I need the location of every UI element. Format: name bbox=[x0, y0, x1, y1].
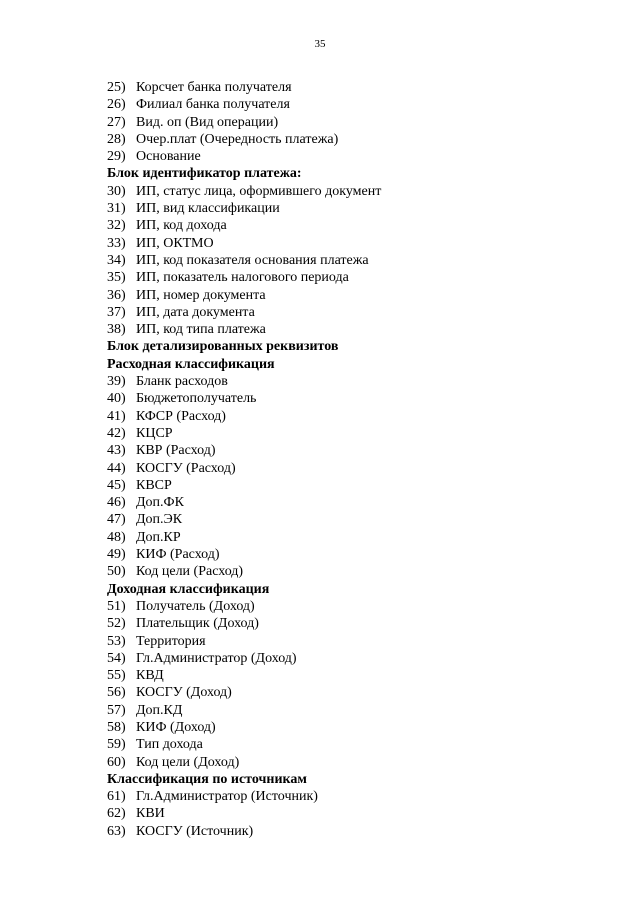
list-item-number: 56) bbox=[107, 685, 126, 701]
list-item bbox=[107, 529, 567, 546]
list-item-number: 55) bbox=[107, 668, 126, 684]
list-item-text: Доп.КР bbox=[136, 529, 181, 545]
list-item-text: Гл.Администратор (Доход) bbox=[136, 650, 297, 666]
list-item-text: ИП, код показателя основания платежа bbox=[136, 252, 369, 268]
list-item bbox=[107, 287, 567, 304]
list-item-text: ИП, ОКТМО bbox=[136, 235, 214, 251]
list-item bbox=[107, 702, 567, 719]
list-item bbox=[107, 719, 567, 736]
list-item bbox=[107, 183, 567, 200]
list-item-number: 52) bbox=[107, 616, 126, 632]
list-item-text: Вид. оп (Вид операции) bbox=[136, 114, 279, 130]
list-item-number: 35) bbox=[107, 270, 126, 286]
list-item bbox=[107, 511, 567, 528]
list-item bbox=[107, 79, 567, 96]
list-item bbox=[107, 321, 567, 338]
list-item bbox=[107, 805, 567, 822]
list-item bbox=[107, 304, 567, 321]
list-item-number: 57) bbox=[107, 702, 126, 718]
list-item-number: 53) bbox=[107, 633, 126, 649]
list-item-number: 25) bbox=[107, 80, 126, 95]
list-item-number: 40) bbox=[107, 391, 126, 407]
list-item-number: 43) bbox=[107, 443, 126, 459]
list-item-text: КЦСР bbox=[136, 425, 173, 441]
list-item-text: ИП, код дохода bbox=[136, 218, 227, 234]
list-item bbox=[107, 650, 567, 667]
list-item-text: КВСР bbox=[136, 477, 172, 493]
list-item bbox=[107, 114, 567, 131]
list-item bbox=[107, 788, 567, 805]
list-item bbox=[107, 667, 567, 684]
list-item-text: Очер.плат (Очередность платежа) bbox=[136, 131, 339, 147]
list-item-text: КВР (Расход) bbox=[136, 443, 216, 459]
list-item-number: 44) bbox=[107, 460, 126, 476]
list-item bbox=[107, 425, 567, 442]
list-item-number: 61) bbox=[107, 789, 126, 805]
list-item-text: Получатель (Доход) bbox=[136, 598, 255, 614]
page-number: 35 bbox=[314, 38, 326, 50]
list-item-text: Филиал банка получателя bbox=[136, 97, 290, 113]
list-item-number: 32) bbox=[107, 218, 126, 234]
list-item bbox=[107, 633, 567, 650]
list-item-number: 59) bbox=[107, 737, 126, 753]
list-item-text: ИП, вид классификации bbox=[136, 201, 280, 217]
section-heading: Блок идентификатор платежа: bbox=[107, 166, 302, 182]
list-item bbox=[107, 754, 567, 771]
list-item bbox=[107, 373, 567, 390]
list-item-text: Бюджетополучатель bbox=[136, 391, 257, 407]
list-item-number: 60) bbox=[107, 754, 126, 770]
list-item bbox=[107, 148, 567, 165]
list-item bbox=[107, 408, 567, 425]
section-heading: Расходная классификация bbox=[107, 356, 275, 372]
list-item bbox=[107, 235, 567, 252]
list-item bbox=[107, 217, 567, 234]
list-item-text: КИФ (Доход) bbox=[136, 719, 216, 735]
list-item-number: 47) bbox=[107, 512, 126, 528]
list-item-text: КОСГУ (Расход) bbox=[136, 460, 236, 476]
list-item-number: 27) bbox=[107, 114, 126, 130]
list-item-number: 48) bbox=[107, 529, 126, 545]
list-item-number: 30) bbox=[107, 183, 126, 199]
list-item-text: Гл.Администратор (Источник) bbox=[136, 789, 318, 805]
list-item-text: КОСГУ (Источник) bbox=[136, 823, 254, 839]
list-item bbox=[107, 563, 567, 580]
list-item-number: 36) bbox=[107, 287, 126, 303]
list-item-number: 51) bbox=[107, 598, 126, 614]
list-item-number: 31) bbox=[107, 201, 126, 217]
list-item-number: 63) bbox=[107, 823, 126, 839]
list-item-text: Код цели (Расход) bbox=[136, 564, 244, 580]
section-heading: Блок детализированных реквизитов bbox=[107, 339, 339, 355]
list-item-number: 54) bbox=[107, 650, 126, 666]
list-item bbox=[107, 269, 567, 286]
list-item-text: ИП, код типа платежа bbox=[136, 322, 266, 338]
list-item-text: КОСГУ (Доход) bbox=[136, 685, 232, 701]
document-list bbox=[107, 79, 567, 840]
list-item bbox=[107, 390, 567, 407]
section-heading: Классификация по источникам bbox=[107, 771, 307, 787]
list-item-text: ИП, статус лица, оформившего документ bbox=[136, 183, 382, 199]
list-item-text: КВИ bbox=[136, 806, 165, 822]
list-item-number: 34) bbox=[107, 252, 126, 268]
list-item-number: 45) bbox=[107, 477, 126, 493]
list-item-text: Территория bbox=[136, 633, 206, 649]
list-item-number: 41) bbox=[107, 408, 126, 424]
list-item-text: Доп.КД bbox=[136, 702, 183, 718]
list-item-text: КИФ (Расход) bbox=[136, 547, 220, 563]
list-item-text: Бланк расходов bbox=[136, 374, 228, 390]
list-item bbox=[107, 200, 567, 217]
list-item bbox=[107, 546, 567, 563]
list-item-text: КВД bbox=[136, 668, 164, 684]
list-item-text: КФСР (Расход) bbox=[136, 408, 226, 424]
list-item bbox=[107, 442, 567, 459]
list-item-number: 38) bbox=[107, 322, 126, 338]
list-item-number: 28) bbox=[107, 131, 126, 147]
list-item bbox=[107, 736, 567, 753]
list-item-number: 50) bbox=[107, 564, 126, 580]
list-item bbox=[107, 96, 567, 113]
list-item-number: 58) bbox=[107, 719, 126, 735]
list-item-text: Доп.ФК bbox=[136, 495, 184, 511]
list-item bbox=[107, 494, 567, 511]
list-item-number: 37) bbox=[107, 304, 126, 320]
list-item-number: 33) bbox=[107, 235, 126, 251]
list-item bbox=[107, 131, 567, 148]
list-item-text: Тип дохода bbox=[136, 737, 203, 753]
section-heading: Доходная классификация bbox=[107, 581, 270, 597]
list-item-number: 49) bbox=[107, 547, 126, 563]
list-item-number: 62) bbox=[107, 806, 126, 822]
list-item-text: Основание bbox=[136, 149, 201, 165]
list-item bbox=[107, 615, 567, 632]
list-item bbox=[107, 823, 567, 840]
list-item-text: Код цели (Доход) bbox=[136, 754, 240, 770]
list-item bbox=[107, 477, 567, 494]
list-item bbox=[107, 460, 567, 477]
list-item bbox=[107, 684, 567, 701]
list-item-number: 39) bbox=[107, 374, 126, 390]
list-item-text: ИП, дата документа bbox=[136, 304, 255, 320]
list-item-text: Доп.ЭК bbox=[136, 512, 183, 528]
list-item-number: 46) bbox=[107, 495, 126, 511]
list-item-text: Плательщик (Доход) bbox=[136, 616, 259, 632]
list-item-number: 29) bbox=[107, 149, 126, 165]
list-item bbox=[107, 252, 567, 269]
list-item-text: Корсчет банка получателя bbox=[136, 80, 292, 95]
list-item-number: 26) bbox=[107, 97, 126, 113]
list-item-text: ИП, номер документа bbox=[136, 287, 266, 303]
list-item bbox=[107, 598, 567, 615]
list-item-text: ИП, показатель налогового периода bbox=[136, 270, 349, 286]
list-item-number: 42) bbox=[107, 425, 126, 441]
